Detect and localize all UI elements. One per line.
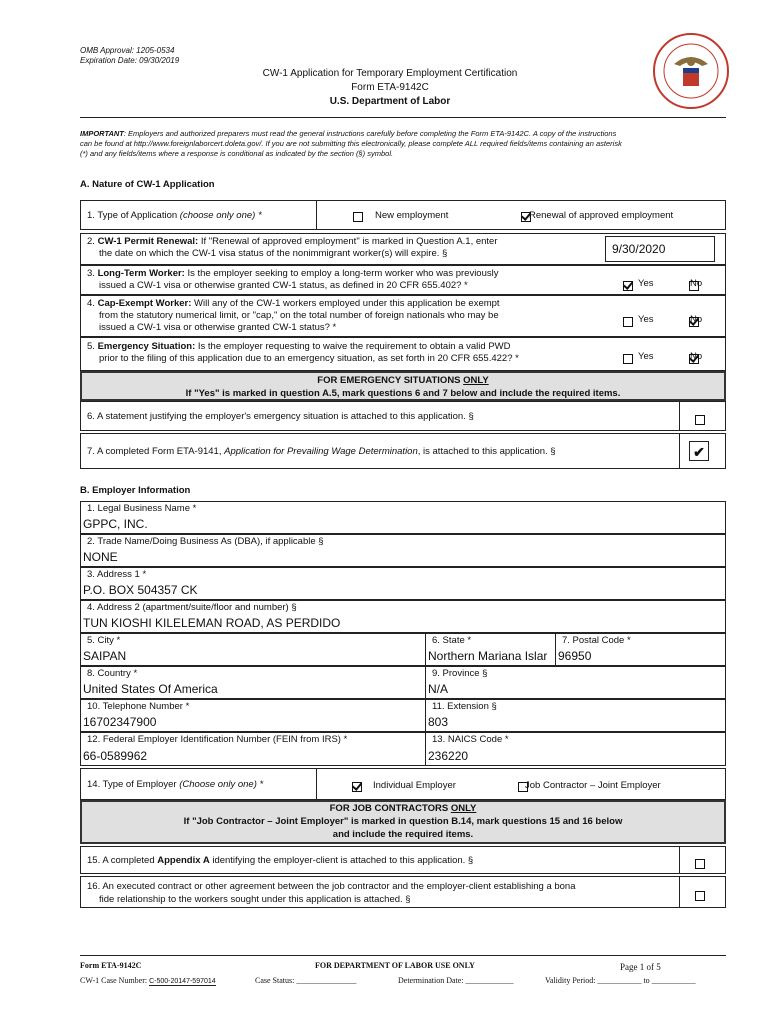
question-a3 [80,265,726,295]
a4-text: 4. Cap-Exempt Worker: Will any of the CW-1 workers employed under this application be exempt from the statutory numerical limit, or "cap," on the total number of foreign nationals who may be issued a CW-1 visa or otherwise granted CW-1 status? * [87,298,500,333]
address2-label: 4. Address 2 (apartment/suite/floor and number) § [87,602,297,613]
city-value: SAIPAN [83,649,127,663]
form-title: CW-1 Application for Temporary Employment Certification [262,68,518,79]
country-value: United States Of America [83,682,218,696]
country-field[interactable] [80,666,426,699]
important-lead: IMPORTANT [80,129,124,138]
b15-checkbox[interactable] [695,859,705,869]
a5-no-label: No [690,351,703,362]
a5-yes-label: Yes [638,351,654,362]
validity-period: Validity Period: ___________ to ___________ [545,976,696,985]
fein-value: 66-0589962 [83,749,148,763]
a1-hint: (choose only one) * [179,210,262,221]
postal-code-value: 96950 [558,649,592,663]
a4-no-label: No [690,314,703,325]
extension-field[interactable] [425,699,726,732]
footer-form-number: Form ETA-9142C [80,961,142,970]
case-number: CW-1 Case Number: C-500-20147-597014 [80,976,216,985]
job-contractor-banner [80,800,726,844]
telephone-field[interactable] [80,699,426,732]
job-contractor-label: Job Contractor – Joint Employer [525,780,661,791]
determination-date: Determination Date: ____________ [398,976,514,985]
dba-field[interactable] [80,534,726,567]
legal-name-field[interactable] [80,501,726,534]
important-notice [80,129,730,159]
address1-field[interactable] [80,567,726,600]
b14-label: 14. Type of Employer (Choose only one) * [87,779,264,790]
fein-field[interactable] [80,732,426,766]
state-value: Northern Mariana Islar [428,649,548,663]
a4-yes-checkbox[interactable] [623,317,633,327]
b16-checkbox[interactable] [695,891,705,901]
question-a5 [80,337,726,371]
a7-checkbox[interactable]: ✔ [689,441,709,461]
naics-field[interactable] [425,732,726,766]
dba-label: 2. Trade Name/Doing Business As (DBA), if applicable § [87,536,324,547]
header-divider [80,117,726,118]
dba-value: NONE [83,550,118,564]
page-number: Page 1 of 5 [620,962,661,972]
permit-expiry-field[interactable] [605,236,715,262]
question-b15 [80,846,726,874]
emergency-banner [80,371,726,401]
section-a-title: A. Nature of CW-1 Application [80,179,215,190]
new-employment-label: New employment [375,210,449,221]
country-label: 8. Country * [87,668,138,679]
state-field[interactable] [425,633,556,666]
renewal-label: Renewal of approved employment [529,210,674,221]
extension-value: 803 [428,715,449,729]
footer-divider [80,955,726,956]
province-label: 9. Province § [432,668,488,679]
a5-yes-checkbox[interactable] [623,354,633,364]
emergency-banner-title: FOR EMERGENCY SITUATIONS ONLY [317,375,489,386]
address2-field[interactable] [80,600,726,633]
city-label: 5. City * [87,635,121,646]
naics-label: 13. NAICS Code * [432,734,509,745]
a3-yes-checkbox[interactable] [623,281,633,291]
section-b-title: B. Employer Information [80,485,191,496]
address1-label: 3. Address 1 * [87,569,147,580]
important-text-3: (*) and any fields/items where a response is conditional as indicated by the section (§) symbol. [80,149,394,158]
department-name: U.S. Department of Labor [329,96,451,107]
question-a4 [80,295,726,337]
question-a2 [80,233,726,265]
city-field[interactable] [80,633,426,666]
expiration-date: Expiration Date: 09/30/2019 [80,56,180,65]
case-status: Case Status: _______________ [255,976,357,985]
jc-banner-text-1: If "Job Contractor – Joint Employer" is marked in question B.14, mark questions 15 and 16 below [183,816,623,827]
jc-banner-title: FOR JOB CONTRACTORS ONLY [329,803,477,814]
legal-name-label: 1. Legal Business Name * [87,503,197,514]
important-text-1: : Employers and authorized preparers must read the general instructions carefully before completing the Form ETA-9142C. A copy of the instructions [123,129,617,138]
omb-approval: OMB Approval: 1205-0534 [80,46,175,55]
naics-value: 236220 [428,749,469,763]
question-b16 [80,876,726,908]
province-value: N/A [428,682,449,696]
new-employment-checkbox[interactable] [353,212,363,222]
telephone-label: 10. Telephone Number * [87,701,190,712]
dol-seal-icon [652,32,730,110]
a1-label: 1. Type of Application (choose only one) * [87,210,262,221]
a3-text: 3. Long-Term Worker: Is the employer seeking to employ a long-term worker who was previously issued a CW-1 visa or otherwise granted CW-1 status, as defined in 20 CFR 655.402? * [87,268,499,291]
individual-employer-checkbox[interactable] [352,782,362,792]
a5-text: 5. Emergency Situation: Is the employer requesting to waive the requirement to obtain a valid PWD prior to the filing of this application due to an emergency situation, as set forth in 20 CFR 655.422? * [87,341,519,364]
a7-text: 7. A completed Form ETA-9141, Application for Prevailing Wage Determination, is attached to this application. § [87,446,556,457]
telephone-value: 16702347900 [83,715,157,729]
a6-checkbox[interactable] [695,415,705,425]
postal-code-label: 7. Postal Code * [562,635,631,646]
postal-code-field[interactable] [555,633,726,666]
a6-text: 6. A statement justifying the employer's emergency situation is attached to this application. § [87,411,474,422]
a2-text: 2. CW-1 Permit Renewal: If "Renewal of approved employment" is marked in Question A.1, enter the date on which the CW-1 visa status of the nonimmigrant worker(s) will expire. § [87,236,498,259]
form-number: Form ETA-9142C [351,82,429,93]
address1-value: P.O. BOX 504357 CK [83,583,198,597]
question-a7 [80,433,726,469]
a3-no-label: No [690,278,703,289]
important-text-2: can be found at http://www.foreignlaborcert.doleta.gov/. If you are not submitting this electronically, please complete ALL required fields/items containing an asterisk [80,139,622,148]
question-a1 [80,200,726,230]
extension-label: 11. Extension § [432,701,497,712]
case-number-value: C-500-20147-597014 [149,978,216,985]
emergency-banner-text: If "Yes" is marked in question A.5, mark questions 6 and 7 below and include the required items. [185,388,621,399]
employer-type-row [80,768,726,800]
province-field[interactable] [425,666,726,699]
b15-text: 15. A completed Appendix A identifying the employer-client is attached to this application. § [87,855,474,866]
footer-dol-use: FOR DEPARTMENT OF LABOR USE ONLY [315,961,475,970]
address2-value: TUN KIOSHI KILELEMAN ROAD, AS PERDIDO [83,616,341,630]
fein-label: 12. Federal Employer Identification Number (FEIN from IRS) * [87,734,348,745]
permit-expiry-value: 9/30/2020 [612,242,666,256]
legal-name-value: GPPC, INC. [83,517,148,531]
individual-employer-label: Individual Employer [373,780,456,791]
a3-yes-label: Yes [638,278,654,289]
jc-banner-text-2: and include the required items. [332,829,474,840]
b16-text: 16. An executed contract or other agreement between the job contractor and the employer-client establishing a bona fide relationship to the workers sought under this application is attached. § [87,881,576,905]
state-label: 6. State * [432,635,472,646]
question-a6 [80,401,726,431]
a4-yes-label: Yes [638,314,654,325]
